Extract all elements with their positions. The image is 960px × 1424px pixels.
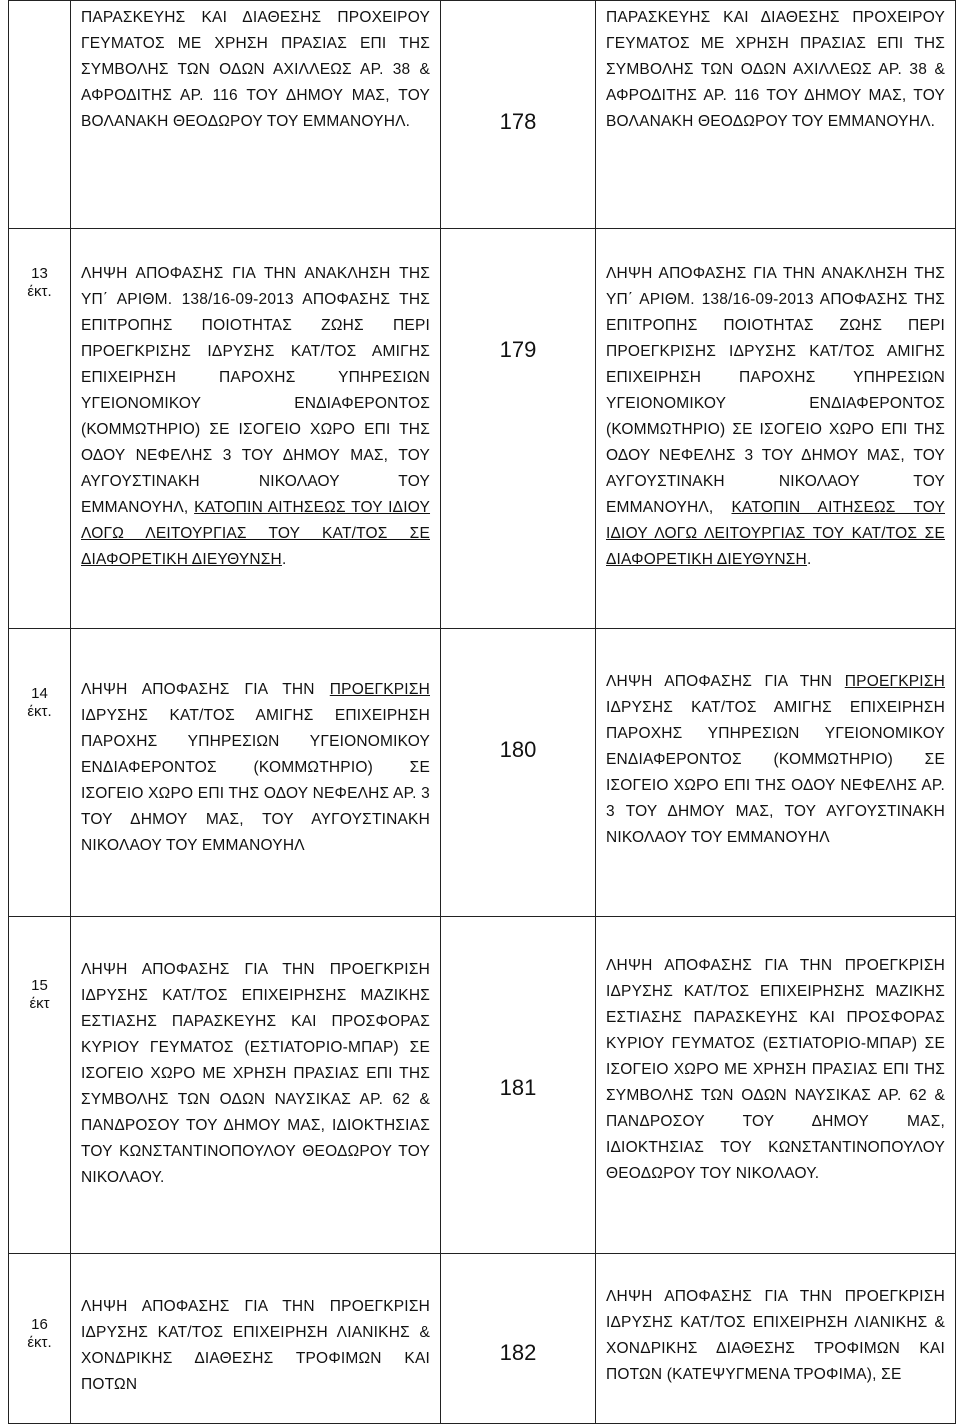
subject-cell-left	[71, 917, 441, 1254]
row-number: 16	[31, 1316, 48, 1333]
item-number-cell	[441, 1, 596, 229]
row-number-cell	[9, 629, 71, 917]
subject-text-underlined: ΠΡΟΕΓΚΡΙΣΗ	[329, 681, 430, 698]
subject-cell-left	[71, 1, 441, 229]
item-number: 179	[499, 337, 537, 362]
table-row	[9, 917, 956, 1254]
subject-text: ΛΗΨΗ ΑΠΟΦΑΣΗΣ ΓΙΑ ΤΗΝ ΠΡΟΕΓΚΡΙΣΗ ΙΔΡΥΣΗΣ ΚΑΤ/ΤΟΣ ΕΠΙΧΕΙΡΗΣΗΣ ΜΑΖΙΚΗΣ ΕΣΤΙΑΣΗΣ ΠΑΡΑΣΚΕΥΗΣ ΚΑΙ ΠΡΟΣΦΟΡΑΣ ΚΥΡΙΟΥ ΓΕΥΜΑΤΟΣ (ΕΣΤΙΑΤΟΡΙΟ-ΜΠΑΡ) ΣΕ ΙΣΟΓΕΙΟ ΧΩΡΟ ΜΕ ΧΡΗΣΗ ΠΡΑΣΙΑΣ ΕΠΙ ΤΗΣ ΣΥΜΒΟΛΗΣ ΤΩΝ ΟΔΩΝ ΝΑΥΣΙΚΑΣ ΑΡ. 62 & ΠΑΝΔΡΟΣΟΥ ΤΟΥ ΔΗΜΟΥ ΜΑΣ, ΙΔΙΟΚΤΗΣΙΑΣ ΤΟΥ ΚΩΝΣΤΑΝΤΙΝΟΠΟΥΛΟΥ ΘΕΟΔΩΡΟΥ ΤΟΥ ΝΙΚΟΛΑΟΥ.	[81, 961, 430, 1186]
row-number-cell	[9, 917, 71, 1254]
subject-text-lead: ΛΗΨΗ ΑΠΟΦΑΣΗΣ ΓΙΑ ΤΗΝ	[81, 681, 330, 698]
subject-text: ΠΑΡΑΣΚΕΥΗΣ ΚΑΙ ΔΙΑΘΕΣΗΣ ΠΡΟΧΕΙΡΟΥ ΓΕΥΜΑΤΟΣ ΜΕ ΧΡΗΣΗ ΠΡΑΣΙΑΣ ΕΠΙ ΤΗΣ ΣΥΜΒΟΛΗΣ ΤΩΝ ΟΔΩΝ ΑΧΙΛΛΕΩΣ ΑΡ. 38 & ΑΦΡΟΔΙΤΗΣ ΑΡ. 116 ΤΟΥ ΔΗΜΟΥ ΜΑΣ, ΤΟΥ ΒΟΛΑΝΑΚΗ ΘΕΟΔΩΡΟΥ ΤΟΥ ΕΜΜΑΝΟΥΗΛ.	[81, 9, 430, 130]
row-number-cell	[9, 1, 71, 229]
row-number-cell	[9, 1254, 71, 1424]
table-row	[9, 1, 956, 229]
subject-text-end: .	[281, 551, 287, 568]
agenda-table	[8, 0, 956, 1424]
row-ekt-label: έκτ.	[27, 1334, 52, 1351]
subject-cell-right	[596, 229, 956, 629]
subject-cell-right	[596, 917, 956, 1254]
subject-cell-left	[71, 629, 441, 917]
row-number: 13	[31, 265, 48, 282]
table-row	[9, 229, 956, 629]
subject-text: ΙΔΡΥΣΗΣ ΚΑΤ/ΤΟΣ ΑΜΙΓΗΣ ΕΠΙΧΕΙΡΗΣΗ ΠΑΡΟΧΗΣ ΥΠΗΡΕΣΙΩΝ ΥΓΕΙΟΝΟΜΙΚΟΥ ΕΝΔΙΑΦΕΡΟΝΤΟΣ (ΚΟΜΜΩΤΗΡΙΟ) ΣΕ ΙΣΟΓΕΙΟ ΧΩΡΟ ΕΠΙ ΤΗΣ ΟΔΟΥ ΝΕΦΕΛΗΣ ΑΡ. 3 ΤΟΥ ΔΗΜΟΥ ΜΑΣ, ΤΟΥ ΑΥΓΟΥΣΤΙΝΑΚΗ ΝΙΚΟΛΑΟΥ ΤΟΥ ΕΜΜΑΝΟΥΗΛ	[81, 707, 430, 854]
row-number-cell	[9, 229, 71, 629]
table-row	[9, 629, 956, 917]
item-number-cell	[441, 1254, 596, 1424]
item-number: 180	[499, 737, 537, 762]
table-row	[9, 1254, 956, 1424]
subject-text: ΛΗΨΗ ΑΠΟΦΑΣΗΣ ΓΙΑ ΤΗΝ ΠΡΟΕΓΚΡΙΣΗ ΙΔΡΥΣΗΣ ΚΑΤ/ΤΟΣ ΕΠΙΧΕΙΡΗΣΗ ΛΙΑΝΙΚΗΣ & ΧΟΝΔΡΙΚΗΣ ΔΙΑΘΕΣΗΣ ΤΡΟΦΙΜΩΝ ΚΑΙ ΠΟΤΩΝ	[81, 1298, 430, 1393]
subject-text: ΛΗΨΗ ΑΠΟΦΑΣΗΣ ΓΙΑ ΤΗΝ ΑΝΑΚΛΗΣΗ ΤΗΣ ΥΠ΄ ΑΡΙΘΜ. 138/16-09-2013 ΑΠΟΦΑΣΗΣ ΤΗΣ ΕΠΙΤΡΟΠΗΣ ΠΟΙΟΤΗΤΑΣ ΖΩΗΣ ΠΕΡΙ ΠΡΟΕΓΚΡΙΣΗΣ ΙΔΡΥΣΗΣ ΚΑΤ/ΤΟΣ ΑΜΙΓΗΣ ΕΠΙΧΕΙΡΗΣΗ ΠΑΡΟΧΗΣ ΥΠΗΡΕΣΙΩΝ ΥΓΕΙΟΝΟΜΙΚΟΥ ΕΝΔΙΑΦΕΡΟΝΤΟΣ (ΚΟΜΜΩΤΗΡΙΟ) ΣΕ ΙΣΟΓΕΙΟ ΧΩΡΟ ΕΠΙ ΤΗΣ ΟΔΟΥ ΝΕΦΕΛΗΣ 3 ΤΟΥ ΔΗΜΟΥ ΜΑΣ, ΤΟΥ ΑΥΓΟΥΣΤΙΝΑΚΗ ΝΙΚΟΛΑΟΥ ΤΟΥ ΕΜΜΑΝΟΥΗΛ,	[606, 265, 945, 516]
item-number: 178	[499, 109, 537, 134]
subject-cell-left	[71, 229, 441, 629]
row-ekt-label: έκτ.	[27, 283, 52, 300]
subject-text-underlined: ΚΑΤΟΠΙΝ ΑΙΤΗΣΕΩΣ ΤΟΥ ΙΔΙΟΥ ΛΟΓΩ ΛΕΙΤΟΥΡΓΙΑΣ ΤΟΥ ΚΑΤ/ΤΟΣ ΣΕ ΔΙΑΦΟΡΕΤΙΚΗ ΔΙΕΥΘΥΝΣΗ	[606, 499, 946, 568]
subject-text-lead: ΛΗΨΗ ΑΠΟΦΑΣΗΣ ΓΙΑ ΤΗΝ	[606, 673, 845, 690]
row-ekt-label: έκτ	[29, 995, 50, 1012]
subject-text: ΠΑΡΑΣΚΕΥΗΣ ΚΑΙ ΔΙΑΘΕΣΗΣ ΠΡΟΧΕΙΡΟΥ ΓΕΥΜΑΤΟΣ ΜΕ ΧΡΗΣΗ ΠΡΑΣΙΑΣ ΕΠΙ ΤΗΣ ΣΥΜΒΟΛΗΣ ΤΩΝ ΟΔΩΝ ΑΧΙΛΛΕΩΣ ΑΡ. 38 & ΑΦΡΟΔΙΤΗΣ ΑΡ. 116 ΤΟΥ ΔΗΜΟΥ ΜΑΣ, ΤΟΥ ΒΟΛΑΝΑΚΗ ΘΕΟΔΩΡΟΥ ΤΟΥ ΕΜΜΑΝΟΥΗΛ.	[606, 9, 945, 130]
item-number-cell	[441, 917, 596, 1254]
subject-text: ΛΗΨΗ ΑΠΟΦΑΣΗΣ ΓΙΑ ΤΗΝ ΑΝΑΚΛΗΣΗ ΤΗΣ ΥΠ΄ ΑΡΙΘΜ. 138/16-09-2013 ΑΠΟΦΑΣΗΣ ΤΗΣ ΕΠΙΤΡΟΠΗΣ ΠΟΙΟΤΗΤΑΣ ΖΩΗΣ ΠΕΡΙ ΠΡΟΕΓΚΡΙΣΗΣ ΙΔΡΥΣΗΣ ΚΑΤ/ΤΟΣ ΑΜΙΓΗΣ ΕΠΙΧΕΙΡΗΣΗ ΠΑΡΟΧΗΣ ΥΠΗΡΕΣΙΩΝ ΥΓΕΙΟΝΟΜΙΚΟΥ ΕΝΔΙΑΦΕΡΟΝΤΟΣ (ΚΟΜΜΩΤΗΡΙΟ) ΣΕ ΙΣΟΓΕΙΟ ΧΩΡΟ ΕΠΙ ΤΗΣ ΟΔΟΥ ΝΕΦΕΛΗΣ 3 ΤΟΥ ΔΗΜΟΥ ΜΑΣ, ΤΟΥ ΑΥΓΟΥΣΤΙΝΑΚΗ ΝΙΚΟΛΑΟΥ ΤΟΥ ΕΜΜΑΝΟΥΗΛ,	[81, 265, 430, 516]
subject-text-underlined: ΠΡΟΕΓΚΡΙΣΗ	[844, 673, 945, 690]
subject-text-underlined: ΚΑΤΟΠΙΝ ΑΙΤΗΣΕΩΣ ΤΟΥ ΙΔΙΟΥ ΛΟΓΩ ΛΕΙΤΟΥΡΓΙΑΣ ΤΟΥ ΚΑΤ/ΤΟΣ ΣΕ ΔΙΑΦΟΡΕΤΙΚΗ ΔΙΕΥΘΥΝΣΗ	[81, 499, 431, 568]
row-number: 14	[31, 685, 48, 702]
row-ekt-label: έκτ.	[27, 703, 52, 720]
item-number: 181	[499, 1075, 537, 1100]
subject-cell-left	[71, 1254, 441, 1424]
subject-cell-right	[596, 1254, 956, 1424]
item-number-cell	[441, 229, 596, 629]
item-number: 182	[499, 1340, 537, 1365]
subject-text: ΛΗΨΗ ΑΠΟΦΑΣΗΣ ΓΙΑ ΤΗΝ ΠΡΟΕΓΚΡΙΣΗ ΙΔΡΥΣΗΣ ΚΑΤ/ΤΟΣ ΕΠΙΧΕΙΡΗΣΗΣ ΜΑΖΙΚΗΣ ΕΣΤΙΑΣΗΣ ΠΑΡΑΣΚΕΥΗΣ ΚΑΙ ΠΡΟΣΦΟΡΑΣ ΚΥΡΙΟΥ ΓΕΥΜΑΤΟΣ (ΕΣΤΙΑΤΟΡΙΟ-ΜΠΑΡ) ΣΕ ΙΣΟΓΕΙΟ ΧΩΡΟ ΜΕ ΧΡΗΣΗ ΠΡΑΣΙΑΣ ΕΠΙ ΤΗΣ ΣΥΜΒΟΛΗΣ ΤΩΝ ΟΔΩΝ ΝΑΥΣΙΚΑΣ ΑΡ. 62 & ΠΑΝΔΡΟΣΟΥ ΤΟΥ ΔΗΜΟΥ ΜΑΣ, ΙΔΙΟΚΤΗΣΙΑΣ ΤΟΥ ΚΩΝΣΤΑΝΤΙΝΟΠΟΥΛΟΥ ΘΕΟΔΩΡΟΥ ΤΟΥ ΝΙΚΟΛΑΟΥ.	[606, 957, 945, 1182]
row-number: 15	[31, 977, 48, 994]
subject-cell-right	[596, 629, 956, 917]
item-number-cell	[441, 629, 596, 917]
subject-cell-right	[596, 1, 956, 229]
subject-text: ΛΗΨΗ ΑΠΟΦΑΣΗΣ ΓΙΑ ΤΗΝ ΠΡΟΕΓΚΡΙΣΗ ΙΔΡΥΣΗΣ ΚΑΤ/ΤΟΣ ΕΠΙΧΕΙΡΗΣΗ ΛΙΑΝΙΚΗΣ & ΧΟΝΔΡΙΚΗΣ ΔΙΑΘΕΣΗΣ ΤΡΟΦΙΜΩΝ ΚΑΙ ΠΟΤΩΝ (ΚΑΤΕΨΥΓΜΕΝΑ ΤΡΟΦΙΜΑ), ΣΕ	[606, 1288, 945, 1383]
subject-text: ΙΔΡΥΣΗΣ ΚΑΤ/ΤΟΣ ΑΜΙΓΗΣ ΕΠΙΧΕΙΡΗΣΗ ΠΑΡΟΧΗΣ ΥΠΗΡΕΣΙΩΝ ΥΓΕΙΟΝΟΜΙΚΟΥ ΕΝΔΙΑΦΕΡΟΝΤΟΣ (ΚΟΜΜΩΤΗΡΙΟ) ΣΕ ΙΣΟΓΕΙΟ ΧΩΡΟ ΕΠΙ ΤΗΣ ΟΔΟΥ ΝΕΦΕΛΗΣ ΑΡ. 3 ΤΟΥ ΔΗΜΟΥ ΜΑΣ, ΤΟΥ ΑΥΓΟΥΣΤΙΝΑΚΗ ΝΙΚΟΛΑΟΥ ΤΟΥ ΕΜΜΑΝΟΥΗΛ	[606, 699, 945, 846]
subject-text-end: .	[806, 551, 812, 568]
